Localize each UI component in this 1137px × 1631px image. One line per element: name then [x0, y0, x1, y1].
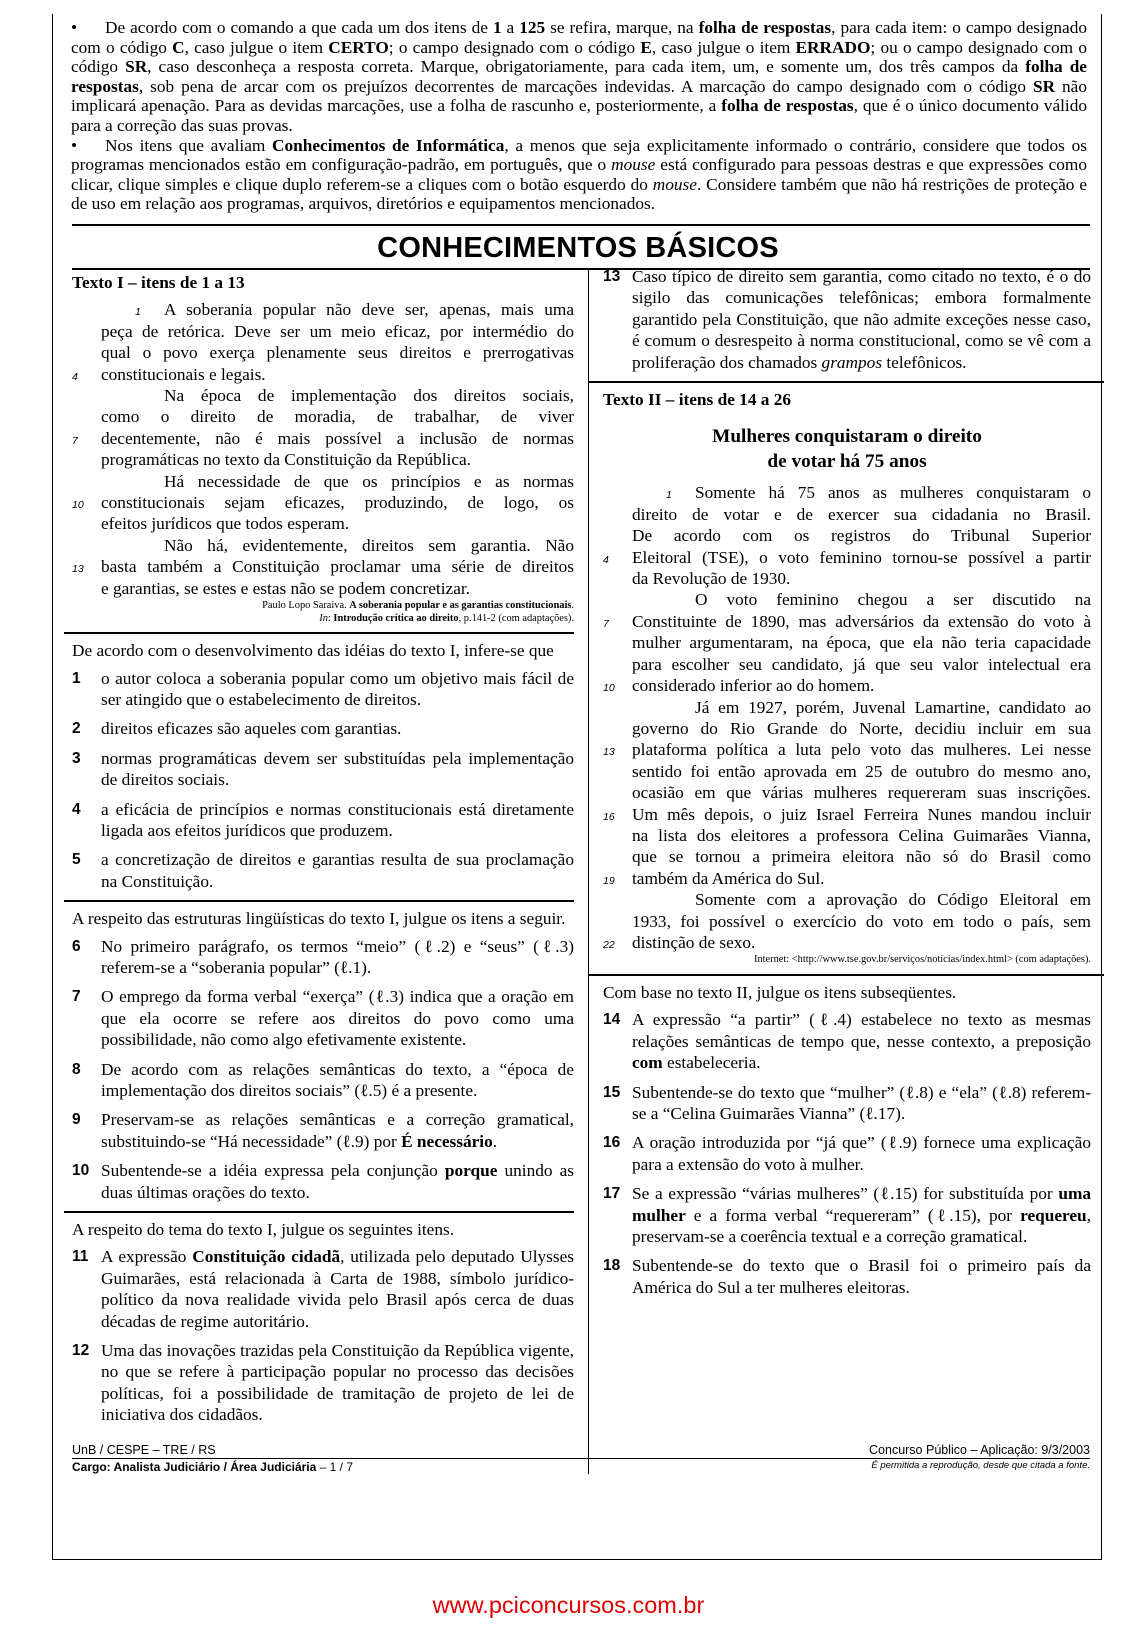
top-divider [72, 224, 1090, 226]
item-text: Uma das inovações trazidas pela Constituição da República vigente, no que se refere à participação popular no processo das decisões políticas, foi a possibilidade de tramitação de projeto de lei de iniciativa dos cidadãos. [101, 1341, 574, 1425]
line-number: 7 [603, 617, 609, 630]
group4-intro: Com base no texto II, julgue os itens subseqüentes. [603, 982, 957, 1002]
passage-line: Na época de implementação dos direitos sociais, [164, 386, 574, 406]
passage-line: qual o povo exerça plenamente seus direitos e prerrogativas [101, 343, 574, 363]
passage-line: ocasião em que várias mulheres requereram suas inscrições. [632, 783, 1091, 803]
item-text: De acordo com as relações semânticas do texto, a “época de implementação dos direitos sociais” (ℓ.5) é a presente. [101, 1059, 574, 1100]
passage-line: peça de retórica. Deve ser um meio eficaz, por intermédio do [101, 321, 574, 341]
question-item [72, 718, 574, 739]
line-number: 4 [603, 553, 609, 566]
item-text: Se a expressão “várias mulheres” (ℓ.15) for substituída por uma mulher e a forma verbal “requereram” (ℓ.15), por requereu, preservam-se a coerência textual e a correção gramatical. [632, 1184, 1091, 1246]
item-text: Subentende-se do texto que “mulher” (ℓ.8) e “ela” (ℓ.8) referem-se a “Celina Guimarães Vianna” (ℓ.17). [632, 1082, 1091, 1123]
passage-line: De acordo com os registros do Tribunal Superior [632, 526, 1091, 546]
line-number: 10 [72, 499, 84, 512]
footer-reproduction-note: É permitida a reprodução, desde que citada a fonte. [871, 1460, 1090, 1471]
item-text: Caso típico de direito sem garantia, como citado no texto, é o do sigilo das comunicações telefônicas; embora formalmente garantido pela Constituição, que não admite exceções nesse caso, é comum o desrespeito à norma constitucional, como se vê com a proliferação dos chamados grampos telefônicos. [632, 267, 1091, 372]
passage-line: 1 Somente há 75 anos as mulheres conquistaram o [603, 482, 1091, 503]
item-number: 3 [72, 749, 81, 767]
passage-line: 22 distinção de sexo. [603, 932, 1091, 953]
item-text: No primeiro parágrafo, os termos “meio” (ℓ.2) e “seus” (ℓ.3) referem-se a “soberania popular” (ℓ.1). [101, 936, 574, 977]
instruction-paragraph-1: • De acordo com o comando a que cada um dos itens de 1 a 125 se refira, marque, na folha de respostas, para cada item: o campo designado com o código C, caso julgue o item CERTO; o campo designado com o código E, caso julgue o item ERRADO; ou o campo designado com o código SR, caso desconheça a resposta correta. Marque, obrigatoriamente, para cada item, um, e somente um, dos três campos da folha de respostas, sob pena de arcar com os prejuízos decorrentes de marcações indevidas. A marcação do campo designado com o código SR não implicará apenação. Para as devidas marcações, use a folha de rascunho e, posteriormente, a folha de respostas, que é o único documento válido para a correção das suas provas. [71, 18, 1088, 135]
passage-line: 19 também da América do Sul. [603, 868, 1091, 889]
group3-intro: A respeito do tema do texto I, julgue os seguintes itens. [72, 1220, 455, 1240]
question-item [72, 1246, 574, 1332]
texto2-title: Mulheres conquistaram o direito de votar há 75 anos [712, 426, 982, 473]
item-number: 15 [603, 1083, 621, 1101]
texto1-header: Texto I – itens de 1 a 13 [72, 273, 245, 292]
line-number: 16 [603, 810, 615, 823]
line-number: 13 [603, 746, 615, 759]
passage-line: 16 Um mês depois, o juiz Israel Ferreira Nunes mandou incluir [603, 804, 1091, 825]
item-number: 1 [72, 669, 81, 687]
passage-line: e garantias, se estes e estas não se podem concretizar. [101, 578, 470, 598]
line-number: 19 [603, 874, 615, 887]
site-watermark[interactable]: www.pciconcursos.com.br [432, 1592, 705, 1618]
passage-line: Somente com a aprovação do Código Eleitoral em [695, 890, 1091, 910]
texto2-citation: Internet: <http://www.tse.gov.br/serviços/notícias/index.html> (com adaptações). [753, 954, 1091, 966]
item-number: 2 [72, 720, 81, 738]
item-number: 10 [72, 1162, 90, 1180]
item-text: normas programáticas devem ser substituídas pela implementação de direitos sociais. [101, 748, 574, 790]
line-number: 22 [603, 938, 615, 951]
divider [64, 900, 574, 902]
question-item [72, 986, 574, 1050]
passage-line: 4 constitucionais e legais. [72, 364, 574, 385]
texto1-citation: Paulo Lopo Saraiva. A soberania popular e as garantias constitucionais. In: Introdução crítica ao direito, p.141-2 (com adaptações). [262, 600, 574, 624]
question-item [72, 799, 574, 842]
exam-page [52, 14, 1102, 1560]
item-number: 7 [72, 988, 81, 1006]
question-item [603, 1255, 1091, 1298]
passage-line: Há necessidade de que os princípios e as normas [164, 471, 574, 491]
group1-intro: De acordo com o desenvolvimento das idéias do texto I, infere-se que [72, 641, 554, 661]
group3-items [72, 1246, 574, 1425]
item-number: 5 [72, 851, 81, 869]
group2-intro: A respeito das estruturas lingüísticas do texto I, julgue os itens a seguir. [72, 909, 566, 929]
passage-line: mulher argumentaram, na época, que ela não teria capacidade [632, 633, 1091, 653]
instruction-paragraph-2: • Nos itens que avaliam Conhecimentos de Informática, a menos que seja explicitamente informado o contrário, considere que todos os programas mencionados estão em configuração-padrão, em português, que o mouse está configurado para pessoas destras e que expressões como clicar, clique simples e clique duplo referem-se a cliques com o botão esquerdo do mouse. Considere também que não há restrições de proteção e de uso em relação aos programas, arquivos, diretórios e equipamentos mencionados. [71, 135, 1087, 214]
footer-date: Concurso Público – Aplicação: 9/3/2003 [869, 1443, 1090, 1457]
item-text: O emprego da forma verbal “exerça” (ℓ.3) indica que a oração em que ela ocorre se refere aos direitos do povo como uma possibilidade, não como algo efetivamente existente. [101, 987, 574, 1050]
column-divider [588, 268, 589, 1474]
question-item [603, 266, 1091, 373]
passage-line: direito de votar e de exercer sua cidadania no Brasil. [632, 504, 1091, 524]
passage-line: sentido foi então aprovada em 25 de outubro do mesmo ano, [632, 761, 1091, 781]
texto2-passage [603, 482, 1091, 953]
line-number: 4 [72, 370, 78, 383]
right-column [603, 266, 1091, 1306]
item-number: 6 [72, 937, 81, 955]
item-text: A oração introduzida por “já que” (ℓ.9) fornece uma explicação para a extensão do voto à mulher. [632, 1133, 1091, 1174]
instructions-block [71, 18, 1087, 214]
question-item [603, 1009, 1091, 1073]
question-item [72, 748, 574, 791]
question-item [72, 1160, 574, 1203]
passage-line: da Revolução de 1930. [632, 569, 791, 589]
item-number: 9 [72, 1111, 81, 1129]
footer-line-2 [72, 1460, 1090, 1474]
item-text: A expressão “a partir” (ℓ.4) estabelece no texto as mesmas relações semânticas de tempo que, nesse contexto, a preposição com estabeleceria. [632, 1010, 1091, 1073]
section-title: CONHECIMENTOS BÁSICOS [377, 232, 779, 264]
passage-line: que se tornou a primeira eleitora não só do Brasil como [632, 847, 1091, 867]
footer-org: UnB / CESPE – TRE / RS [72, 1443, 216, 1457]
passage-line: Não há, evidentemente, direitos sem garantia. Não [164, 535, 574, 555]
passage-line: programáticas no texto da Constituição da República. [101, 450, 472, 470]
passage-line: para escolher seu candidato, já que seu valor intelectual era [632, 654, 1091, 674]
item-text: A expressão Constituição cidadã, utilizada pelo deputado Ulysses Guimarães, está relacionada à Carta de 1988, símbolo jurídico-político da nova realidade vivida pelo Brasil após cerca de duas décadas de regime autoritário. [101, 1247, 574, 1331]
passage-line: como o direito de moradia, de trabalhar, de viver [101, 407, 574, 427]
item-number: 8 [72, 1060, 81, 1078]
question-item [72, 1059, 574, 1102]
divider [588, 381, 1104, 383]
line-number: 1 [135, 306, 141, 319]
question-item [72, 849, 574, 892]
passage-line: na lista dos eleitores a professora Celina Guimarães Vianna, [632, 825, 1091, 845]
item-number: 17 [603, 1185, 621, 1203]
question-item [72, 668, 574, 711]
passage-line: Já em 1927, porém, Juvenal Lamartine, candidato ao [695, 697, 1091, 717]
item-text: direitos eficazes são aqueles com garantias. [101, 719, 402, 739]
divider [64, 632, 574, 634]
item-number: 12 [72, 1342, 90, 1360]
texto2-header: Texto II – itens de 14 a 26 [603, 390, 792, 410]
item-number: 16 [603, 1134, 621, 1152]
question-item [603, 1132, 1091, 1175]
divider [64, 1211, 574, 1213]
passage-line: 1 A soberania popular não deve ser, apenas, mais uma [72, 299, 574, 320]
item-text: o autor coloca a soberania popular como um objetivo mais fácil de ser atingido que o estabelecimento de direitos. [101, 668, 574, 709]
line-number: 10 [603, 682, 615, 695]
passage-line: efeitos jurídicos que todos esperam. [101, 514, 350, 534]
group3-items-continued [603, 266, 1091, 373]
group4-items [603, 1009, 1091, 1298]
passage-line: 13 plataforma política a luta pelo voto das mulheres. Lei nesse [603, 739, 1091, 760]
line-number: 1 [666, 489, 672, 502]
item-text: a eficácia de princípios e normas constitucionais está diretamente ligada aos efeitos jurídicos que produzem. [101, 799, 574, 840]
passage-line: 1933, foi possível o exercício do voto em todo o país, sem [632, 911, 1091, 931]
passage-line: 10 considerado inferior ao do homem. [603, 675, 1091, 696]
item-text: Preservam-se as relações semânticas e a correção gramatical, substituindo-se “Há necessidade” (ℓ.9) por É necessário. [101, 1110, 574, 1151]
texto1-passage [72, 299, 574, 599]
divider [588, 974, 1104, 976]
item-number: 18 [603, 1257, 621, 1275]
passage-line: 7 Constituinte de 1890, mas adversários da extensão do voto à [603, 611, 1091, 632]
question-item [72, 1109, 574, 1152]
passage-line: O voto feminino chegou a ser discutido na [695, 590, 1091, 610]
group1-items [72, 668, 574, 893]
passage-line: 10 constitucionais sejam eficazes, produzindo, de logo, os [72, 492, 574, 513]
passage-line: 7 decentemente, não é mais possível a inclusão de normas [72, 428, 574, 449]
group2-items [72, 936, 574, 1203]
footer-cargo: Cargo: Analista Judiciário / Área Judiciária – 1 / 7 [72, 1460, 354, 1474]
question-item [72, 1340, 574, 1426]
item-number: 11 [72, 1248, 89, 1266]
passage-line: governo do Rio Grande do Norte, decidiu incluir em sua [632, 718, 1091, 738]
passage-line: 13 basta também a Constituição proclamar uma série de direitos [72, 556, 574, 577]
passage-line: 4 Eleitoral (TSE), o voto feminino tornou-se possível a partir [603, 547, 1091, 568]
item-number: 14 [603, 1011, 621, 1029]
item-text: Subentende-se do texto que o Brasil foi o primeiro país da América do Sul a ter mulheres eleitoras. [632, 1256, 1091, 1297]
item-number: 4 [72, 800, 81, 818]
item-number: 13 [603, 268, 621, 285]
footer-line-1 [72, 1443, 1090, 1459]
item-text: Subentende-se a idéia expressa pela conjunção porque unindo as duas últimas orações do texto. [101, 1161, 574, 1202]
left-column [72, 272, 574, 1434]
question-item [603, 1183, 1091, 1247]
line-number: 7 [72, 434, 78, 447]
question-item [603, 1082, 1091, 1125]
question-item [72, 936, 574, 979]
item-text: a concretização de direitos e garantias resulta de sua proclamação na Constituição. [101, 850, 574, 891]
line-number: 13 [72, 563, 84, 576]
